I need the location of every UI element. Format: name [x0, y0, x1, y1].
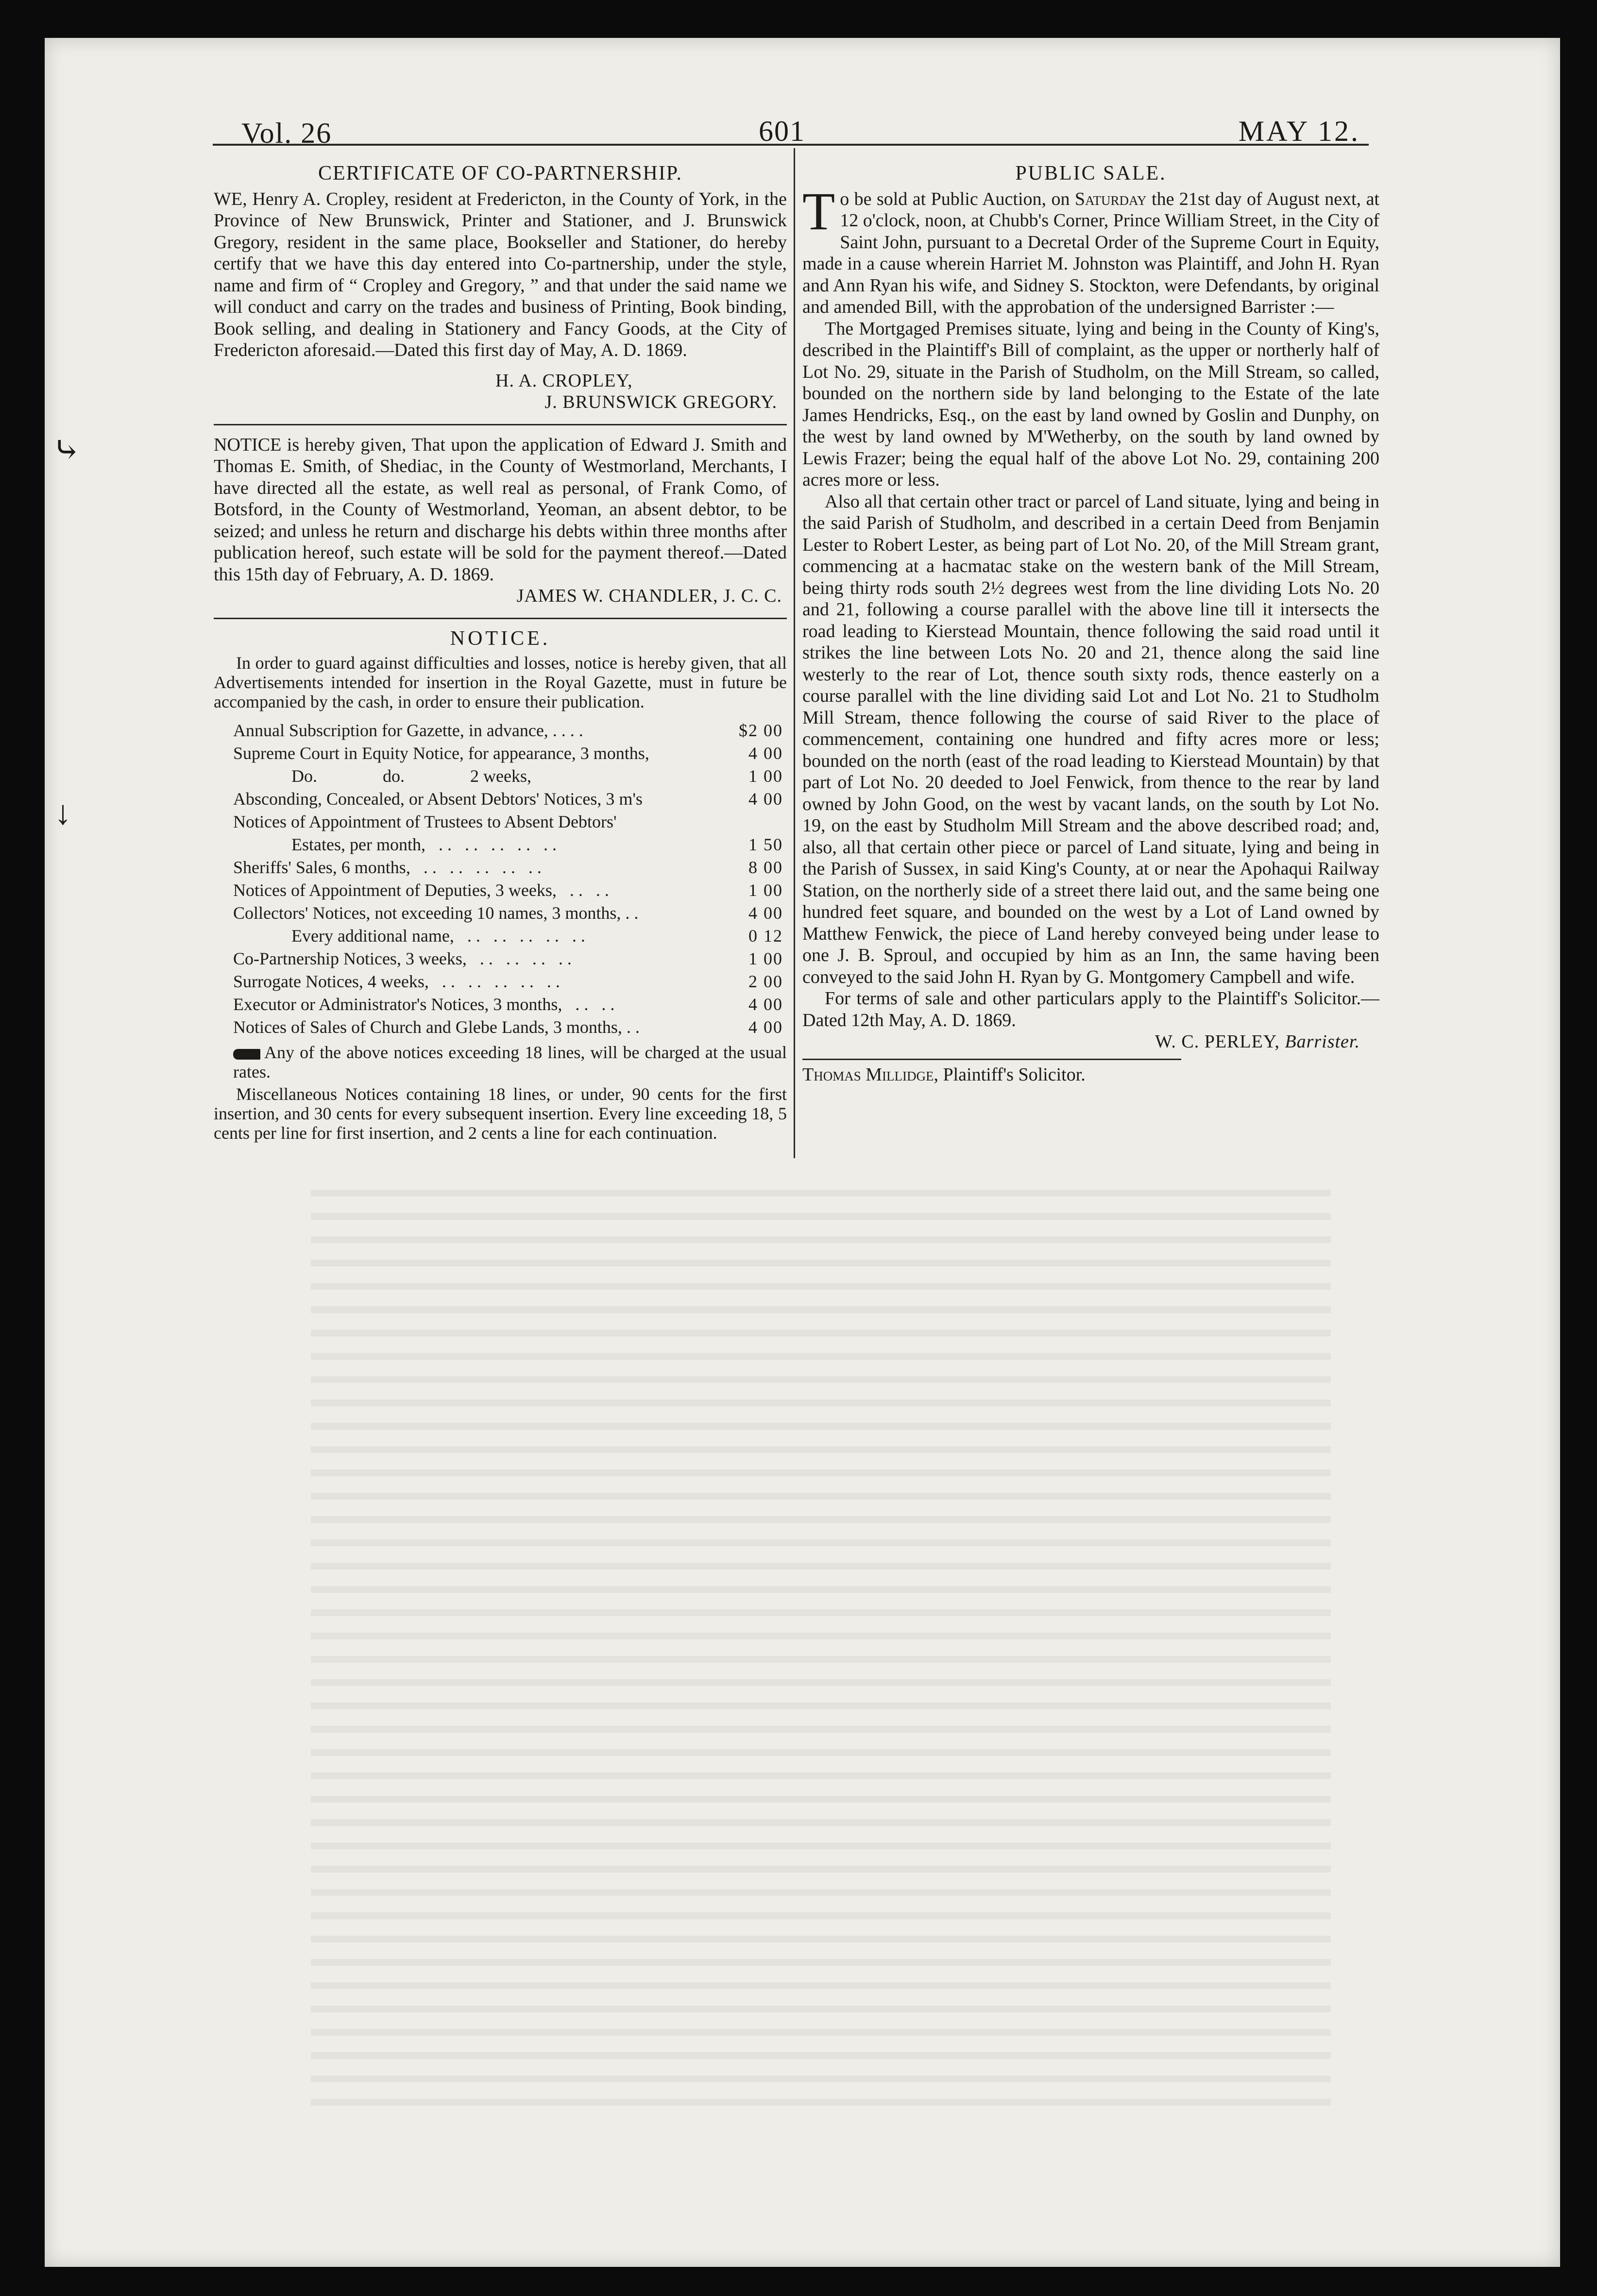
rate-row: Annual Subscription for Gazette, in advance, . . . . $2 00: [233, 721, 783, 740]
rate-row: Collectors' Notices, not exceeding 10 names, 3 months, . . 4 00: [233, 903, 783, 923]
section-rule: [214, 424, 787, 425]
copartnership-body: WE, Henry A. Cropley, resident at Fredericton, in the County of York, in the Province of New Brunswick, Printer and Stationer, and J. Brunswick Gregory, resident in the same place, Bookseller and Stationer, do hereby certify that we have this day entered into Co-partnership, under the style, name and firm of “ Cropley and Gregory, ” and that under the said name we will conduct and carry on the trades and business of Printing, Book binding, Book selling, and dealing in Stationery and Fancy Goods, at the City of Fredericton aforesaid.—Dated this first day of May, A. D. 1869.: [214, 188, 787, 360]
rate-row: Sheriffs' Sales, 6 months, . . . . . . . . . . 8 00: [233, 858, 783, 877]
page-header: [192, 73, 1372, 149]
rate-row: Every additional name, . . . . . . . . . . 0 12: [291, 926, 783, 945]
drop-cap: T: [802, 181, 835, 241]
signature-cropley: H. A. CROPLEY,: [495, 370, 633, 391]
absent-debtor-signature: JAMES W. CHANDLER, J. C. C.: [516, 586, 782, 606]
rate-row: Executor or Administrator's Notices, 3 months, . . . . 4 00: [233, 995, 783, 1014]
barrister-signature: W. C. PERLEY, Barrister.: [1155, 1031, 1360, 1052]
rate-row: Estates, per month, . . . . . . . . . . 1 50: [291, 835, 783, 854]
column-divider: [794, 148, 795, 1158]
left-column: [214, 163, 787, 1146]
solicitor-rule: [802, 1059, 1181, 1060]
exceeding-lines-note: Any of the above notices exceeding 18 lines, will be charged at the usual rates.: [233, 1043, 787, 1081]
absent-debtor-body: NOTICE is hereby given, That upon the application of Edward J. Smith and Thomas E. Smith, of Shediac, in the County of Westmorland, Merchants, I have directed all the estate, as well real as personal, of Frank Como, of Botsford, in the County of Westmorland, Yeoman, an absent debtor, to be seized; and unless he return and discharge his debts within three months after publication hereof, such estate will be sold for the payment thereof.—Dated this 15th day of February, A. D. 1869.: [214, 434, 787, 585]
rate-row: Notices of Appointment of Trustees to Absent Debtors': [233, 812, 617, 831]
rate-row: Co-Partnership Notices, 3 weeks, . . . . . . . . 1 00: [233, 949, 783, 968]
mortgaged-premises-paragraph: The Mortgaged Premises situate, lying and being in the County of King's, described in the Plaintiff's Bill of complaint, as the upper or northerly half of Lot No. 29, situate in the Parish of Studholm, on the Mill Stream, so called, bounded on the northern side by land belonging to the Estate of the late James Hendricks, Esq., on the east by land owned by Goslin and Dunphy, on the west by land owned by M'Wetherby, on the south by land owned by Lewis Frazer; being the equal half of the above Lot No. 29, containing 200 acres more or less.: [802, 318, 1379, 490]
rate-row: Surrogate Notices, 4 weeks, . . . . . . . . . . 2 00: [233, 972, 783, 991]
header-rule: [213, 144, 1369, 146]
advertising-notice: [214, 628, 787, 1143]
rate-row: Absconding, Concealed, or Absent Debtors' Notices, 3 m's 4 00: [233, 789, 783, 809]
rates-table: [214, 719, 787, 1039]
solicitor-signature: Thomas Millidge, Plaintiff's Solicitor.: [802, 1064, 1086, 1085]
miscellaneous-notices-text: Miscellaneous Notices containing 18 lines, or under, 90 cents for the first insertion, and 30 cents for every subsequent insertion. Every line exceeding 18, 5 cents per line for first insertion, and 2 cents a line for each continuation.: [214, 1084, 787, 1143]
bleed-through-texture: [311, 1190, 1331, 2112]
copartnership-title: CERTIFICATE OF CO-PARTNERSHIP.: [318, 162, 683, 185]
rate-row: Notices of Appointment of Deputies, 3 weeks, . . . . 1 00: [233, 880, 783, 900]
public-sale-title: PUBLIC SALE.: [1015, 162, 1167, 185]
pointing-hand-icon: [233, 1049, 260, 1060]
issue-date: MAY 12.: [1238, 115, 1360, 147]
rate-row: Supreme Court in Equity Notice, for appearance, 3 months, 4 00: [233, 743, 783, 763]
rate-row: Notices of Sales of Church and Glebe Lands, 3 months, . . 4 00: [233, 1017, 783, 1037]
other-tract-paragraph: Also all that certain other tract or parcel of Land situate, lying and being in the said Parish of Studholm, and described in a certain Deed from Benjamin Lester to Robert Lester, as being part of Lot No. 20, of the Mill Stream grant, commencing at a hacmatac stake on the western bank of the Mill Stream, being thirty rods south 2½ degrees west from the line dividing Lots No. 20 and 21, following a course parallel with the above line till it intersects the road leading to Kierstead Mountain, thence following the said road until it strikes the line between Lots No. 20 and 21, thence along the said line westerly to the rear of Lot, thence south sixty rods, thence easterly on a course parallel with the line dividing said Lot and Lot No. 21 to Studholm Mill Stream, thence following the course of said River to the place of commencement, containing one hundred and fifty acres more or less; bounded on the north (east of the road leading to Kierstead Mountain) by that part of Lot No. 20 deeded to Joel Fenwick, from thence to the rear by land owned by John Good, on the west by vacant lands, on the south by Lot No. 19, on the east by Studholm Mill Stream and the above described road; and, also, all that certain other piece or parcel of Land situate, lying and being in the Parish of Sussex, in said King's County, at or near the Apohaqui Railway Station, on the northerly side of a street there laid out, and the same being one hundred feet square, and bounded on the west by a Lot of Land owned by Matthew Fenwick, the piece of Land hereby conveyed being under lease to one J. B. Sproul, and occupied by him as an Inn, the same having been conveyed to the said John H. Ryan by G. Montgomery Campbell and wife.: [802, 491, 1379, 987]
public-sale-notice: [802, 163, 1379, 1085]
right-column: [802, 163, 1379, 1085]
public-sale-intro: To be sold at Public Auction, on Saturday the 21st day of August next, at 12 o'clock, noon, at Chubb's Corner, Prince William Street, in the City of Saint John, pursuant to a Decretal Order of the Supreme Court in Equity, made in a cause wherein Harriet M. Johnston was Plaintiff, and John H. Ryan and Ann Ryan his wife, and Sidney S. Stockton, were Defendants, by original and amended Bill, with the approbation of the undersigned Barrister :—: [802, 181, 1379, 317]
margin-pointer-mark: ↓: [54, 794, 71, 832]
notice-title: NOTICE.: [450, 627, 551, 650]
page-number: 601: [759, 115, 805, 147]
section-rule: [214, 618, 787, 619]
rate-row: Do. do. 2 weeks, 1 00: [291, 766, 783, 786]
copartnership-certificate: [214, 163, 787, 413]
margin-arrow-mark: ⤷: [52, 432, 81, 469]
absent-debtor-notice: [214, 434, 787, 607]
notice-intro: In order to guard against difficulties and losses, notice is hereby given, that all Advertisements intended for insertion in the Royal Gazette, must in future be accompanied by the cash, in order to ensure their publication.: [214, 653, 787, 711]
volume-label: Vol. 26: [241, 117, 332, 149]
terms-of-sale-paragraph: For terms of sale and other particulars apply to the Plaintiff's Solicitor.—Dated 12th May, A. D. 1869.: [802, 988, 1379, 1030]
signature-gregory: J. BRUNSWICK GREGORY.: [544, 392, 777, 412]
